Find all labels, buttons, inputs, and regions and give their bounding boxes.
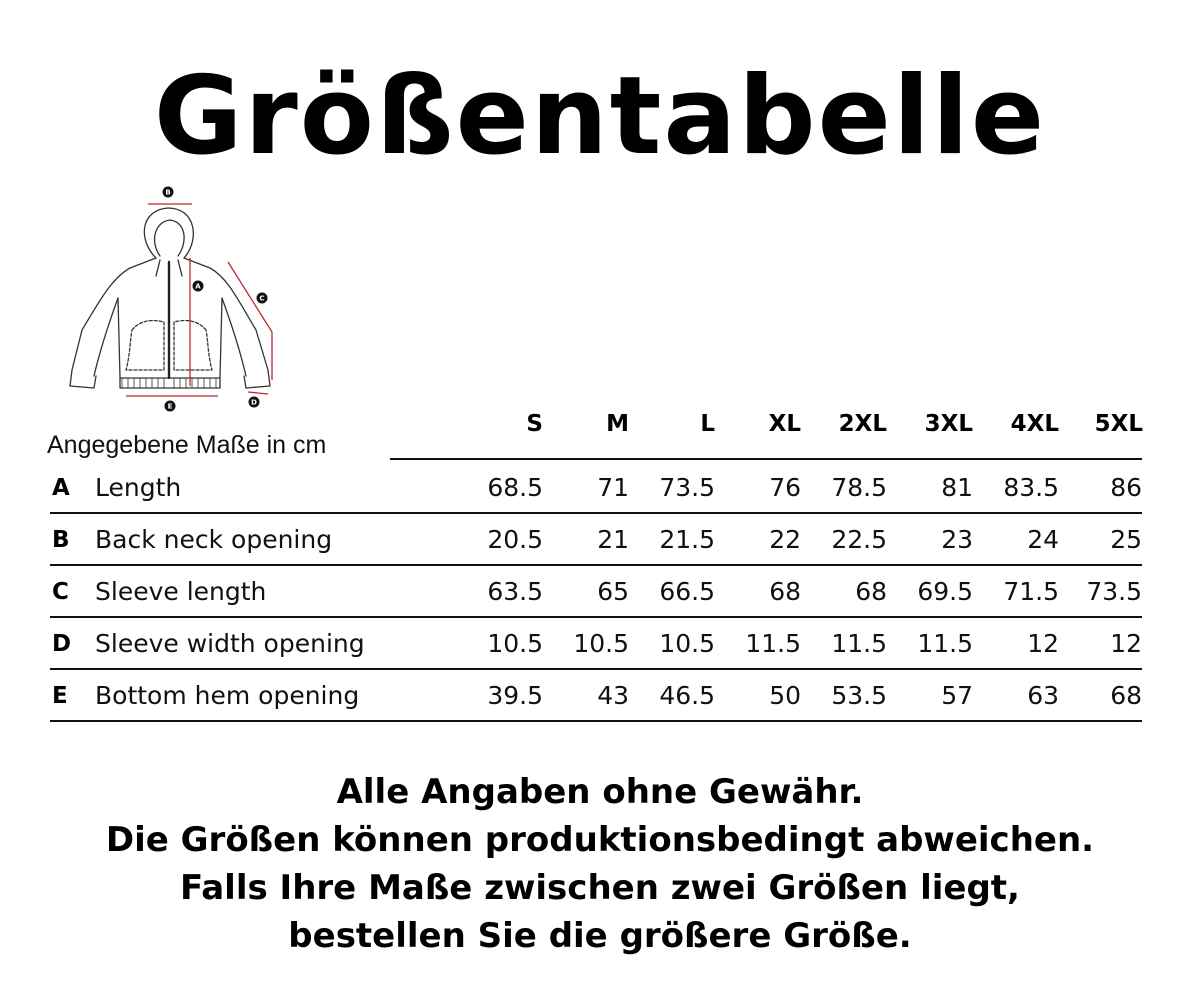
- cell: 22.5: [831, 525, 887, 554]
- cell: 63.5: [487, 577, 543, 606]
- cell: 53.5: [831, 681, 887, 710]
- hoodie-icon: [60, 180, 290, 420]
- size-header-s: S: [526, 411, 543, 437]
- cell: 71: [597, 473, 629, 502]
- page-title: Größentabelle: [153, 54, 1047, 179]
- cell: 24: [1027, 525, 1059, 554]
- svg-text:C: C: [259, 294, 265, 303]
- table-row-b: [50, 514, 1142, 566]
- size-header-xl: XL: [768, 411, 801, 437]
- cell: 73.5: [659, 473, 715, 502]
- disclaimer-line: Die Größen können produktionsbedingt abweichen.: [105, 820, 1095, 860]
- disclaimer-line: Alle Angaben ohne Gewähr.: [336, 772, 864, 812]
- cell: 11.5: [831, 629, 887, 658]
- cell: 22: [769, 525, 801, 554]
- hoodie-measurement-diagram: [60, 180, 290, 420]
- table-row-e: [50, 670, 1142, 722]
- cell: 78.5: [831, 473, 887, 502]
- cell: 10.5: [573, 629, 629, 658]
- row-label: Bottom hem opening: [95, 681, 360, 710]
- cell: 21: [597, 525, 629, 554]
- cell: 81: [941, 473, 973, 502]
- cell: 63: [1027, 681, 1059, 710]
- size-header-m: M: [606, 411, 629, 437]
- cell: 68: [855, 577, 887, 606]
- disclaimer-line: Falls Ihre Maße zwischen zwei Größen liegt,: [180, 868, 1020, 908]
- cell: 10.5: [659, 629, 715, 658]
- cell: 76: [769, 473, 801, 502]
- header-divider: [390, 458, 1142, 460]
- row-label: Sleeve length: [95, 577, 267, 606]
- row-letter: C: [52, 579, 69, 605]
- cell: 11.5: [745, 629, 801, 658]
- row-label: Length: [95, 473, 182, 502]
- cell: 69.5: [917, 577, 973, 606]
- disclaimer-line: bestellen Sie die größere Größe.: [288, 916, 912, 956]
- table-row-d: [50, 618, 1142, 670]
- cell: 12: [1027, 629, 1059, 658]
- cell: 68.5: [487, 473, 543, 502]
- size-header-3xl: 3XL: [924, 411, 973, 437]
- cell: 57: [941, 681, 973, 710]
- cell: 50: [769, 681, 801, 710]
- table-row-a: [50, 462, 1142, 514]
- cell: 23: [941, 525, 973, 554]
- cell: 83.5: [1003, 473, 1059, 502]
- cell: 65: [597, 577, 629, 606]
- size-header-4xl: 4XL: [1010, 411, 1059, 437]
- cell: 73.5: [1086, 577, 1142, 606]
- cell: 21.5: [659, 525, 715, 554]
- cell: 39.5: [487, 681, 543, 710]
- cell: 86: [1110, 473, 1142, 502]
- row-label: Back neck opening: [95, 525, 333, 554]
- cell: 68: [769, 577, 801, 606]
- row-divider: [50, 720, 1142, 722]
- cell: 43: [597, 681, 629, 710]
- row-letter: A: [52, 475, 70, 501]
- row-label: Sleeve width opening: [95, 629, 365, 658]
- cell: 66.5: [659, 577, 715, 606]
- cell: 11.5: [917, 629, 973, 658]
- size-header-l: L: [700, 411, 715, 437]
- table-row-c: [50, 566, 1142, 618]
- svg-text:B: B: [165, 188, 171, 197]
- size-header-5xl: 5XL: [1094, 411, 1143, 437]
- svg-text:D: D: [251, 398, 257, 407]
- cell: 46.5: [659, 681, 715, 710]
- cell: 12: [1110, 629, 1142, 658]
- row-letter: D: [52, 631, 72, 657]
- cell: 68: [1110, 681, 1142, 710]
- cell: 10.5: [487, 629, 543, 658]
- svg-text:E: E: [167, 402, 173, 411]
- size-header-2xl: 2XL: [838, 411, 887, 437]
- cell: 25: [1110, 525, 1142, 554]
- row-letter: B: [52, 527, 70, 553]
- svg-text:A: A: [195, 282, 201, 291]
- unit-note: Angegebene Maße in cm: [47, 431, 327, 459]
- disclaimer: [0, 768, 1200, 960]
- cell: 20.5: [487, 525, 543, 554]
- cell: 71.5: [1003, 577, 1059, 606]
- row-letter: E: [52, 683, 68, 709]
